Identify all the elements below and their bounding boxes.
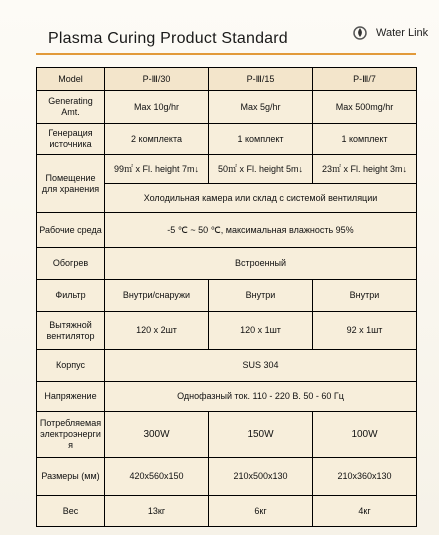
cell: 210x360x130: [313, 458, 417, 496]
row-label: Помещение для хранения: [37, 155, 105, 213]
cell: P-Ⅲ/15: [209, 68, 313, 91]
cell: Max 5g/hr: [209, 91, 313, 124]
cell: Внутри: [313, 280, 417, 312]
cell: 1 комплект: [313, 124, 417, 155]
cell: 2 комплекта: [105, 124, 209, 155]
table-row: [37, 312, 417, 350]
table-row: [37, 496, 417, 527]
water-drop-gear-icon: [352, 25, 368, 41]
table-row: [37, 155, 417, 184]
table-row: [37, 248, 417, 280]
cell: 50㎡ x Fl. height 5m↓: [209, 155, 313, 184]
row-label: Генерация источника: [37, 124, 105, 155]
row-label: Напряжение: [37, 382, 105, 412]
row-label: Обогрев: [37, 248, 105, 280]
page-title: Plasma Curing Product Standard: [48, 30, 288, 47]
cell: P-Ⅲ/7: [313, 68, 417, 91]
cell: Max 10g/hr: [105, 91, 209, 124]
cell: 4кг: [313, 496, 417, 527]
cell: Внутри: [209, 280, 313, 312]
cell: 92 x 1шт: [313, 312, 417, 350]
table-row: [37, 124, 417, 155]
row-label: Generating Amt.: [37, 91, 105, 124]
row-label: Корпус: [37, 350, 105, 382]
cell: 210x500x130: [209, 458, 313, 496]
title-underline: [36, 53, 416, 55]
cell: P-Ⅲ/30: [105, 68, 209, 91]
row-label: Вес: [37, 496, 105, 527]
row-label: Фильтр: [37, 280, 105, 312]
cell: Внутри/снаружи: [105, 280, 209, 312]
cell: Однофазный ток. 110 - 220 В. 50 - 60 Гц: [105, 382, 417, 412]
cell: 420x560x150: [105, 458, 209, 496]
cell: 150W: [209, 412, 313, 458]
cell: Встроенный: [105, 248, 417, 280]
row-label: Рабочие среда: [37, 213, 105, 248]
row-label: Потребляемая электроэнергия: [37, 412, 105, 458]
cell: 13кг: [105, 496, 209, 527]
table-row: [37, 382, 417, 412]
row-label: Вытяжной вентилятор: [37, 312, 105, 350]
brand-name: Water Link: [376, 27, 429, 39]
cell: 100W: [313, 412, 417, 458]
cell: SUS 304: [105, 350, 417, 382]
table-row: [37, 280, 417, 312]
row-label: Размеры (мм): [37, 458, 105, 496]
table-row: [37, 91, 417, 124]
cell: 120 x 2шт: [105, 312, 209, 350]
cell: 99㎡ x Fl. height 7m↓: [105, 155, 209, 184]
cell: Max 500mg/hr: [313, 91, 417, 124]
cell: 1 комплект: [209, 124, 313, 155]
table-row: [37, 458, 417, 496]
brand-logo: [352, 25, 428, 41]
cell: 23㎡ x Fl. height 3m↓: [313, 155, 417, 184]
cell: 120 x 1шт: [209, 312, 313, 350]
spec-table: [36, 67, 417, 527]
cell: -5 ℃ ~ 50 ℃, максимальная влажность 95%: [105, 213, 417, 248]
table-row: [37, 412, 417, 458]
cell: 6кг: [209, 496, 313, 527]
row-label: Model: [37, 68, 105, 91]
table-row: [37, 68, 417, 91]
table-row: [37, 350, 417, 382]
cell: 300W: [105, 412, 209, 458]
cell: Холодильная камера или склад с системой вентиляции: [105, 184, 417, 213]
table-row: [37, 213, 417, 248]
